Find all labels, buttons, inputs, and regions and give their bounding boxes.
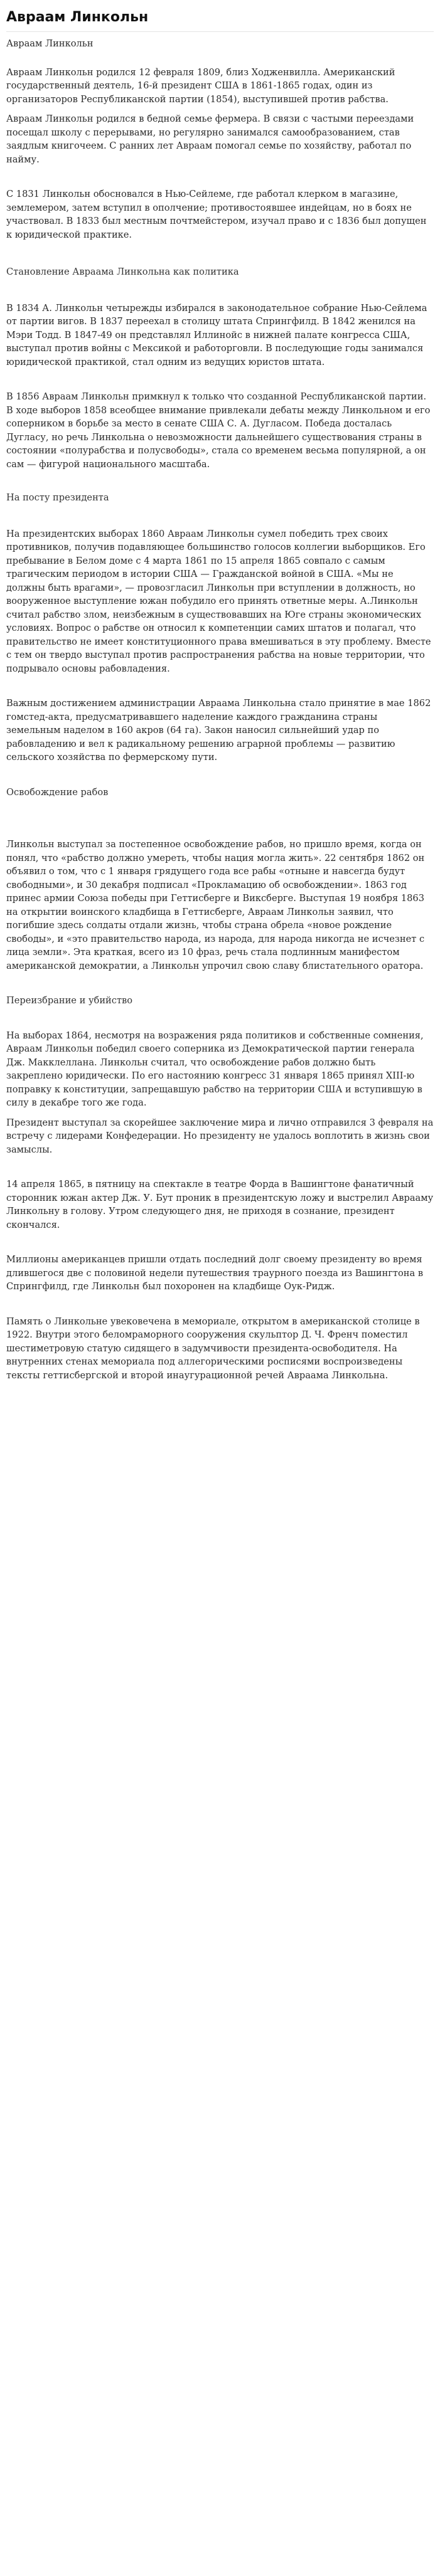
article-subtitle: Авраам Линкольн	[6, 38, 94, 49]
paragraph-assassination: 14 апреля 1865, в пятницу на спектакле в театре Форда в Вашингтоне фанатичный сторонник южан актер Дж. У. Бут проник в президентскую ложу и выстрелил Аврааму Линкольну в голову. Утром следующего дня, не приходя в сознание, президент скончался.	[6, 1179, 434, 1230]
paragraph-republican-party: В 1856 Авраам Линкольн примкнул к только что созданной Республиканской партии. В ходе выборов 1858 всеобщее внимание привлекали дебаты между Линкольном и его соперником в борьбе за место в сенате США С. А. Дугласом. Победа досталась Дугласу, но речь Линкольна о невозможности дальнейшего существования страны в состоянии «полурабства и полусвободы», стала со временем весьма популярной, а он сам — фигурой национального масштаба.	[6, 391, 431, 470]
title-divider	[6, 31, 434, 32]
article	[0, 8, 440, 1382]
section-heading-presidency: На посту президента	[6, 492, 109, 503]
paragraph-new-salem: С 1831 Линкольн обосновался в Нью-Сейлеме, где работал клерком в магазине, землемером, затем вступил в ополчение; противостоявшее индейцам, но в боях не участвовал. В 1833 был местным почтмейстером, изучал право и с 1836 был допущен к юридической практике.	[6, 189, 427, 240]
paragraph-birth: Авраам Линкольн родился 12 февраля 1809, близ Ходженвилла. Американский государственный деятель, 16-й президент США в 1861-1865 годах, один из организаторов Республиканской партии (1854), выступившей против рабства.	[6, 66, 395, 105]
section-heading-reelection: Переизбрание и убийство	[6, 995, 133, 1006]
section-heading-emancipation: Освобождение рабов	[6, 786, 109, 798]
section-heading-politics: Становление Авраама Линкольна как политика	[6, 267, 239, 277]
paragraph-homestead-act: Важным достижением администрации Авраама Линкольна стало принятие в мае 1862 гомстед-акта, предусматривавшего наделение каждого гражданина страны земельным наделом в 160 акров (64 га). Закон наносил сильнейший удар по рабовладению и вел к радикальному решению аграрной проблемы — развитию сельского хозяйства по фермерскому пути.	[6, 698, 431, 763]
paragraph-memorial: Память о Линкольне увековечена в мемориале, открытом в американской столице в 1922. Внутри этого беломраморного сооружения скульптор Д. Ч. Френч поместил шестиметровую статую сидящего в задумчивости президента-освободителя. На внутренних стенах мемориала под аллегорическими росписями воспроизведены тексты геттисбергской и второй инаугурационной речей Авраама Линкольна.	[6, 1316, 420, 1381]
paragraph-election-1860: На президентских выборах 1860 Авраам Линкольн сумел победить трех своих противников, получив подавляющее большинство голосов коллегии выборщиков. Его пребывание в Белом доме с 4 марта 1861 по 15 апреля 1865 совпало с самым трагическим периодом в истории США — Гражданской войной в США. «Мы не должны быть врагами», — провозгласил Линкольн при вступлении в должность, но вооруженное выступление южан побудило его принять ответные меры. А.Линкольн считал рабство злом, неизбежным в существовавших на Юге страны экономических условиях. Вопрос о рабстве он относил к компетенции самих штатов и полагал, что правительство не имеет конституционного права вмешиваться в эту проблему. Вместе с тем он твердо выступал против распространения рабства на новые территории, что подрывало основы рабовладения.	[6, 528, 431, 674]
paragraph-childhood: Авраам Линкольн родился в бедной семье фермера. В связи с частыми переездами посещал школу с перерывами, но регулярно занимался самообразованием, став заядлым книгочеем. С ранних лет Авраам помогал семье по хозяйству, работал по найму.	[6, 113, 414, 165]
paragraph-early-career: В 1834 А. Линкольн четырежды избирался в законодательное собрание Нью-Сейлема от партии вигов. В 1837 переехал в столицу штата Спрингфилд. В 1842 женился на Мэри Тодд. В 1847-49 он представлял Иллинойс в нижней палате конгресса США, выступал против войны с Мексикой и работорговли. В последующие годы занимался юридической практикой, стал одним из ведущих юристов штата.	[6, 302, 427, 367]
paragraph-peace: Президент выступал за скорейшее заключение мира и лично отправился 3 февраля на встречу с лидерами Конфедерации. Но президенту не удалось воплотить в жизнь свои замыслы.	[6, 1117, 434, 1155]
page-title: Авраам Линкольн	[6, 9, 149, 25]
paragraph-emancipation: Линкольн выступал за постепенное освобождение рабов, но пришло время, когда он понял, что «рабство должно умереть, чтобы нация могла жить». 22 сентября 1862 он объявил о том, что с 1 января грядущего года все рабы «отныне и навсегда будут свободными», и 30 декабря подписал «Прокламацию об освобождении». 1863 год принес армии Союза победы при Геттисберге и Виксберге. Выступая 19 ноября 1863 на открытии воинского кладбища в Геттисберге, Авраам Линкольн заявил, что погибшие здесь солдаты отдали жизнь, чтобы страна обрела «новое рождение свободы», и «это правительство народа, из народа, для народа никогда не исчезнет с лица земли». Эта краткая, всего из 10 фраз, речь стала подлинным манифестом американской демократии, а Линкольн упрочил свою славу блистательного оратора.	[6, 839, 425, 971]
paragraph-funeral-train: Миллионы американцев пришли отдать последний долг своему президенту во время длившегося две с половиной недели путешествия траурного поезда из Вашингтона в Спрингфилд, где Линкольн был похоронен на кладбище Оук-Ридж.	[6, 1254, 424, 1292]
paragraph-election-1864: На выборах 1864, несмотря на возражения ряда политиков и собственные сомнения, Авраам Линкольн победил своего соперника из Демократической партии генерала Дж. Макклеллана. Линкольн считал, что освобождение рабов должно быть закреплено юридически. По его настоянию конгресс 31 января 1865 принял XIII-ю поправку к конституции, запрещавшую рабство на территории США и вступившую в силу в декабре того же года.	[6, 1030, 424, 1108]
